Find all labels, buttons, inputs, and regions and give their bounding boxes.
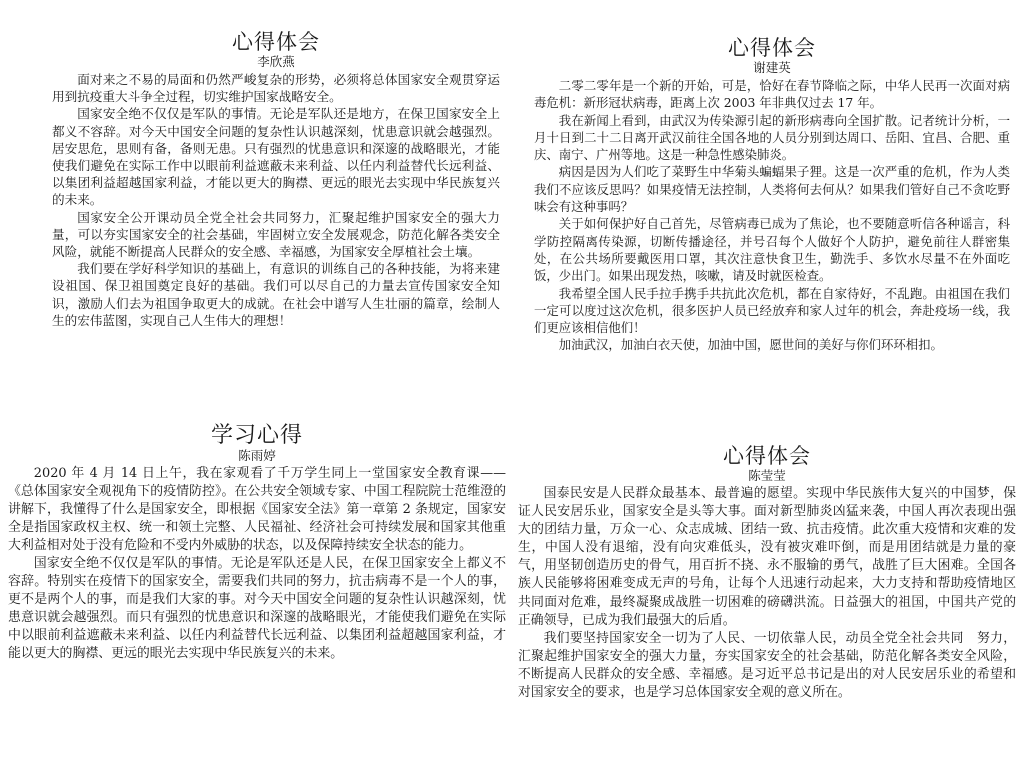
- paragraph: 我希望全国人民手拉手携手共抗此次危机，都在自家待好，不乱跑。由祖国在我们一定可以度过这次危机，很多医护人员已经放弃和家人过年的机会，奔赴疫场一线，我们更应该相信他们！: [534, 285, 1010, 336]
- article-author: 李欣燕: [257, 54, 295, 69]
- paragraph: 我们要坚持国家安全一切为了人民、一切依靠人民，动员全党全社会共同 努力，汇聚起维护国家安全的强大力量，夯实国家安全的社会基础，防范化解各类安全风险，不断提高人民群众的安全感、幸福感。是习近平总书记是出的对人民安居乐业的希望和对国家安全的要求，也是学习总体国家安全观的意义所在。: [518, 630, 1016, 701]
- article-body: [518, 485, 1016, 702]
- paragraph: 国泰民安是人民群众最基本、最普遍的愿望。实现中华民族伟大复兴的中国梦，保证人民安居乐业，国家安全是头等大事。面对新型肺炎凶猛来袭，中国人再次表现出强大的团结力量，万众一心、众志成城、团结一致、抗击疫情。此次重大疫情和灾难的发生，中国人没有退缩，没有向灾难低头，没有被灾难吓倒，而是用团结就是力量的豪气，用坚韧创造历史的骨气，用百折不挠、永不服输的勇气，战胜了巨大困难。全国各族人民能够将困难变成无声的号角，让每个人迅速行动起来，大力支持和帮助疫情地区共同面对危难，最终凝聚成战胜一切困难的磅礴洪流。日益强大的祖国，中国共产党的正确领导，已成为我们最强大的后盾。: [518, 486, 1016, 628]
- paragraph: 二零二零年是一个新的开始，可是，恰好在春节降临之际，中华人民再一次面对病毒危机：新形冠状病毒，距离上次 2003 年非典仅过去 17 年。: [534, 78, 1010, 111]
- article-author: 谢建英: [753, 60, 791, 75]
- paragraph: 病因是因为人们吃了菜野生中华菊头蝙蝠果子狸。这是一次严重的危机，作为人类我们不应该反思吗？如果疫情无法控制，人类将何去何从？如果我们管好自己不贪吃野味会有这种事吗？: [534, 164, 1010, 215]
- paragraph: 我在新闻上看到，由武汉为传染源引起的新形病毒向全国扩散。记者统计分析，一月十日到二十二日离开武汉前往全国各地的人员分别到达周口、岳阳、宜昌、合肥、重庆、南宁、广州等地。这是一种急性感染肺炎。: [534, 112, 1010, 163]
- article-body: [8, 465, 506, 663]
- article-title: 心得体会: [728, 36, 816, 60]
- article-title: 心得体会: [723, 444, 811, 468]
- article-body: [534, 77, 1010, 354]
- paragraph: 加油武汉，加油白衣天使，加油中国，愿世间的美好与你们环环相扣。: [558, 337, 943, 353]
- paragraph: 面对来之不易的局面和仍然严峻复杂的形势，必须将总体国家安全观贯穿运用到抗疫重大斗争全过程，切实维护国家战略安全。: [52, 72, 500, 105]
- article-author: 陈雨婷: [238, 448, 276, 463]
- article-1: [52, 30, 500, 380]
- paragraph: 我们要在学好科学知识的基础上，有意识的训练自己的各种技能，为将来建设祖国、保卫祖国奠定良好的基础。我们可以尽自己的力量去宣传国家安全知识，激励人们去为祖国争取更大的成就。在社会中谱写人生壮丽的篇章，绘制人生的宏伟蓝图，实现自己人生伟大的理想！: [52, 261, 500, 328]
- paragraph: 国家安全绝不仅仅是军队的事情。无论是军队还是人民，在保卫国家安全上都义不容辞。特别实在疫情下的国家安全，需要我们共同的努力，抗击病毒不是一个人的事，更不是两个人的事，而是我们大家的事。对今天中国安全问题的复杂性认识越深刻，忧患意识就会越强烈。而只有强烈的忧患意识和深邃的战略眼光，才能使我们避免在实际中以眼前利益遮蔽未来利益、以任内利益替代长远利益、以集团利益超越国家利益，才能以更大的胸襟、更远的眼光去实现中华民族复兴的未来。: [8, 556, 506, 661]
- article-3: [8, 424, 506, 754]
- paragraph: 国家安全公开课动员全党全社会共同努力，汇聚起维护国家安全的强大力量，可以夯实国家安全的社会基础，牢固树立安全发展观念，防范化解各类安全风险，就能不断提高人民群众的安全感、幸福感，为国家安全厚植社会土壤。: [52, 209, 500, 260]
- article-title: 心得体会: [232, 30, 320, 54]
- paragraph: 国家安全绝不仅仅是军队的事情。无论是军队还是地方，在保卫国家安全上都义不容辞。对今天中国安全问题的复杂性认识越深刻，忧患意识就会越强烈。居安思危，思则有备，备则无患。只有强烈的忧患意识和深邃的战略眼光，才能使我们避免在实际工作中以眼前利益遮蔽未来利益、以任内利益替代长远利益、以集团利益超越国家利益，才能以更大的胸襟、更远的眼光去实现中华民族复兴的未来。: [52, 106, 500, 208]
- article-body: [52, 71, 500, 329]
- article-2: [534, 36, 1010, 396]
- paragraph: 2020 年 4 月 14 日上午，我在家观看了千万学生同上一堂国家安全教育课——《总体国家安全观视角下的疫情防控》。在公共安全领域专家、中国工程院院士范维澄的讲解下，我懂得了什么是国家安全，即根据《国家安全法》第一章第 2 条规定，国家安全是指国家政权主权、统一和领土完整、人民福祉、经济社会可持续发展和国家其他重大利益相对处于没有危险和不受内外威胁的状态，以及保障持续安全状态的能力。: [8, 466, 506, 553]
- article-title: 学习心得: [210, 423, 303, 448]
- article-4: [518, 444, 1016, 764]
- paragraph: 关于如何保护好自己首先，尽管病毒已成为了焦论，也不要随意听信各种谣言，科学防控隔离传染源，切断传播途径，并号召每个人做好个人防护，避免前往人群密集处，在公共场所要戴医用口罩，其次注意快食卫生，勤洗手、多饮水尽量不在外面吃饭，少出门。如果出现发热，咳嗽，请及时就医检查。: [534, 216, 1010, 284]
- article-author: 陈莹莹: [748, 468, 786, 483]
